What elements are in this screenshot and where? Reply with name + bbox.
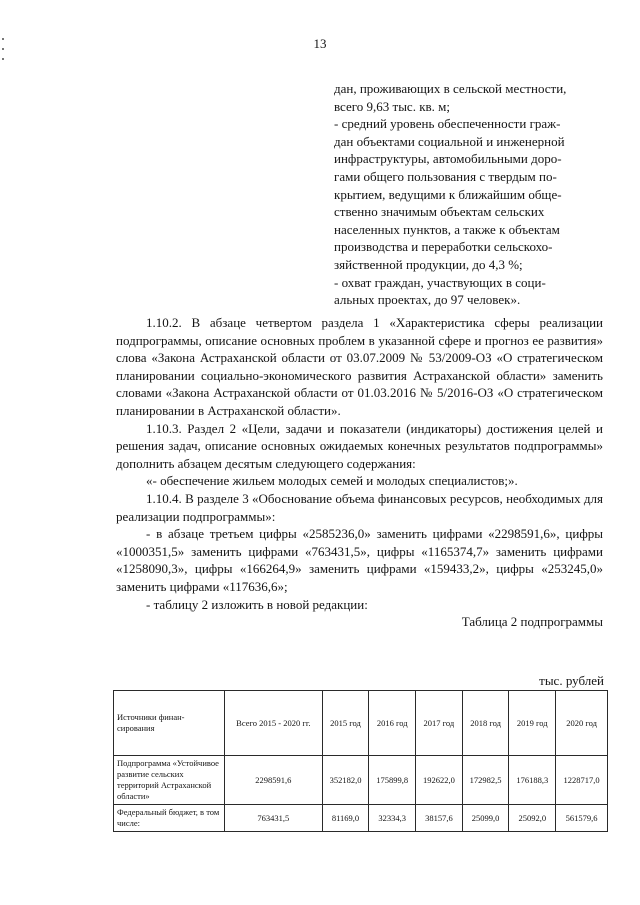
table-row (114, 756, 608, 805)
page-number: 13 (313, 36, 327, 51)
paragraph-figures: - в абзаце третьем цифры «2585236,0» заменить цифрами «2298591,6», цифры «1000351,5» заменить цифрами «763431,5», цифры «1165374,7» заменить цифрами «1258090,3», цифры «166264,9» заменить цифрами «159433,2», цифры «253245,0» заменить цифрами «117636,6»; (116, 526, 603, 594)
paragraph-1-10-2: 1.10.2. В абзаце четвертом раздела 1 «Характеристика сферы реализации подпрограммы, описание основных проблем в указанной сфере и прогноз ее развития» слова «Закона Астраханской области от 03.07.2009 № 53/2009-ОЗ «О стратегическом планировании социально-экономического развития Астраханской области» заменить словами «Закона Астраханской области от 01.03.2016 № 5/2016-ОЗ «О стратегическом планировании в Астраханской области». (116, 315, 603, 418)
cell-value: 763431,5 (225, 805, 323, 832)
list-line: ственно значимым объектам сельских (334, 204, 545, 220)
list-line: дан, проживающих в сельской местности, (334, 81, 567, 96)
row-label: Подпрограмма «Устойчивое развитие сельских территорий Астраханской области» (114, 756, 225, 805)
list-line: зяйственной продукции, до 4,3 %; (334, 256, 523, 272)
header-2018: 2018 год (462, 691, 509, 756)
cell-value: 561579,6 (556, 805, 608, 832)
list-line: альных проектах, до 97 человек». (334, 292, 521, 308)
list-line: - средний уровень обеспеченности граж- (334, 116, 561, 132)
list-line: всего 9,63 тыс. кв. м; (334, 98, 450, 114)
cell-value: 176188,3 (509, 756, 556, 805)
cell-value: 25092,0 (509, 805, 556, 832)
paragraph-table-intro: - таблицу 2 изложить в новой редакции: (146, 596, 368, 612)
header-2016: 2016 год (369, 691, 416, 756)
header-source: Источники финан-сирования (114, 691, 225, 756)
cell-value: 81169,0 (322, 805, 369, 832)
list-line: крытием, ведущими к ближайшим обще- (334, 186, 562, 202)
paragraph-1-10-4: 1.10.4. В разделе 3 «Обоснование объема финансовых ресурсов, необходимых для реализации подпрограммы»: (116, 490, 603, 524)
table-caption: Таблица 2 подпрограммы (461, 614, 603, 630)
document-body (116, 314, 603, 631)
cell-value: 175899,8 (369, 756, 416, 805)
continued-list (334, 80, 602, 309)
cell-value: 2298591,6 (225, 756, 323, 805)
cell-value: 352182,0 (322, 756, 369, 805)
list-line: дан объектами социальной и инженерной (334, 133, 565, 149)
header-total: Всего 2015 - 2020 гг. (225, 691, 323, 756)
paragraph-quote: «- обеспечение жильем молодых семей и молодых специалистов;». (146, 473, 518, 489)
list-line: инфраструктуры, автомобильными доро- (334, 151, 562, 167)
header-2015: 2015 год (322, 691, 369, 756)
paragraph-1-10-3: 1.10.3. Раздел 2 «Цели, задачи и показатели (индикаторы) достижения целей и решения задач, описание основных ожидаемых конечных результатов подпрограммы» дополнить абзацем десятым следующего содержания: (116, 420, 603, 471)
list-line: - охват граждан, участвующих в соци- (334, 274, 546, 290)
header-2017: 2017 год (416, 691, 463, 756)
financing-table (113, 690, 608, 832)
list-line: гами общего пользования с твердым по- (334, 168, 557, 184)
cell-value: 192622,0 (416, 756, 463, 805)
cell-value: 25099,0 (462, 805, 509, 832)
header-2019: 2019 год (509, 691, 556, 756)
header-2020: 2020 год (556, 691, 608, 756)
cell-value: 172982,5 (462, 756, 509, 805)
cell-value: 1228717,0 (556, 756, 608, 805)
table-row (114, 805, 608, 832)
row-label: Федеральный бюджет, в том числе: (114, 805, 225, 832)
cell-value: 38157,6 (416, 805, 463, 832)
list-line: населенных пунктов, а также к объектам (334, 221, 560, 237)
table-units: тыс. рублей (539, 673, 604, 688)
list-line: производства и переработки сельскохо- (334, 239, 553, 255)
table-header-row (114, 691, 608, 756)
cell-value: 32334,3 (369, 805, 416, 832)
